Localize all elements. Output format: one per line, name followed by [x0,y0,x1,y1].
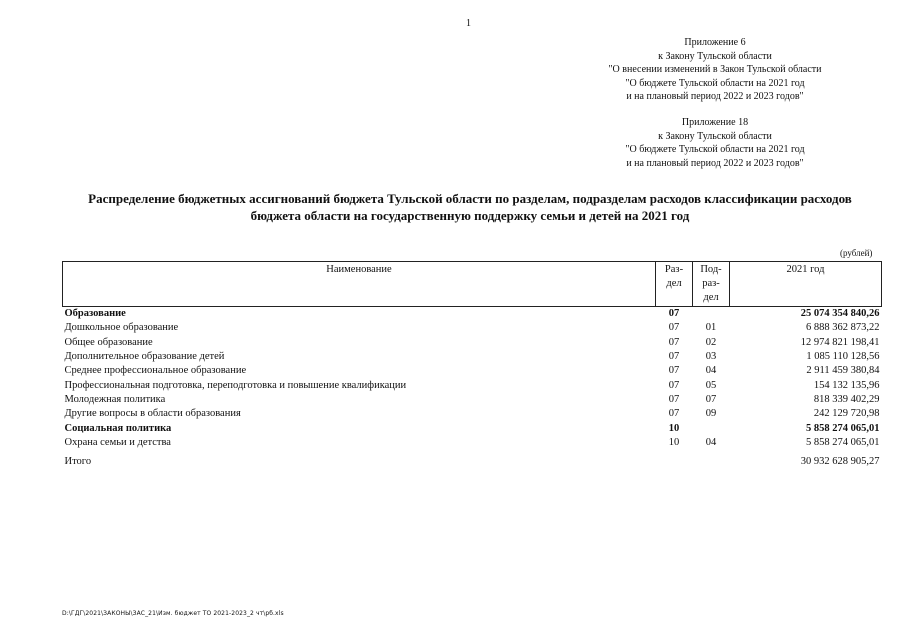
row-subsection: 09 [705,408,717,420]
row-amount: 154 132 135,96 [813,379,880,391]
title-line-2: бюджета области на государственную поддержку семьи и детей на 2021 год [250,208,690,223]
document-title [60,190,880,224]
appendix-line: к Закону Тульской области [658,130,772,142]
row-name: Охрана семьи и детства [64,436,171,448]
row-subsection: 04 [705,436,717,448]
row-name: Дошкольное образование [64,322,179,334]
budget-table [62,261,882,469]
table-row [63,421,882,435]
total-empty-section [656,450,693,469]
table-row [63,350,882,364]
row-amount: 25 074 354 840,26 [800,308,880,320]
table-row [63,407,882,421]
row-name: Среднее профессиональное образование [64,365,247,377]
total-amount: 30 932 628 905,27 [800,456,880,468]
row-section: 07 [668,308,680,320]
row-name: Другие вопросы в области образования [64,408,241,420]
total-row [63,450,882,469]
row-name: Молодежная политика [64,393,166,405]
row-name: Профессиональная подготовка, переподготовка и повышение квалификации [64,379,407,391]
total-empty-subsection [693,450,730,469]
row-subsection [693,307,730,322]
row-amount: 5 858 274 065,01 [806,422,880,434]
total-label: Итого [64,456,92,468]
header-section [656,262,693,307]
appendix-line: "О бюджете Тульской области на 2021 год [625,77,805,89]
table-row [63,436,882,450]
row-name: Общее образование [64,336,153,348]
row-name: Дополнительное образование детей [64,351,225,363]
row-section: 07 [668,336,680,348]
row-amount: 2 911 459 380,84 [806,365,880,377]
row-amount: 6 888 362 873,22 [806,322,880,334]
appendix-line: к Закону Тульской области [658,50,772,62]
appendix-line: "О бюджете Тульской области на 2021 год [625,144,805,155]
row-subsection: 02 [705,336,717,348]
title-line-1: Распределение бюджетных ассигнований бюджета Тульской области по разделам, подразделам расходов классификации расходов [88,191,852,206]
table-row [63,378,882,392]
table-row [63,321,882,335]
header-name: Наименование [63,262,656,307]
row-subsection: 07 [705,393,717,405]
appendix-line: Приложение 18 [681,117,749,128]
row-amount: 242 129 720,98 [813,408,880,420]
file-path: D:\ГДГ\2021\ЗАКОНЫ\ЗАС_21\Изм. бюджет ТО 2021-2023_2 чт\рб.xls [62,610,284,617]
row-subsection: 01 [705,322,717,334]
row-section: 07 [668,351,680,363]
row-section: 07 [668,393,680,405]
row-amount: 12 974 821 198,41 [800,336,880,348]
table-row [63,393,882,407]
header-section-text: Раз- дел [664,264,684,289]
appendix-line: Приложение 6 [684,37,746,48]
row-section: 07 [668,408,680,420]
appendix-6-block [560,36,870,104]
row-subsection: 05 [705,379,717,391]
row-name: Социальная политика [64,422,172,434]
row-subsection: 03 [705,351,717,363]
appendix-line: и на плановый период 2022 и 2023 годов" [626,157,804,169]
row-section: 07 [668,365,680,377]
row-section: 10 [668,436,680,448]
header-subsection [693,262,730,307]
table-row [63,364,882,378]
page-number: 1 [466,18,471,29]
appendix-18-block [560,116,870,170]
row-name: Образование [64,308,126,320]
row-amount: 1 085 110 128,56 [806,351,880,363]
table-row [63,307,882,322]
table-row [63,336,882,350]
row-section: 07 [668,379,680,391]
row-subsection [693,421,730,435]
row-section: 10 [668,422,680,434]
row-amount: 818 339 402,29 [813,393,880,405]
table-header-row [63,262,882,307]
row-amount: 5 858 274 065,01 [806,436,880,448]
appendix-line: "О внесении изменений в Закон Тульской области [608,64,822,75]
row-subsection: 04 [705,365,717,377]
units-label: (рублей) [840,248,873,258]
header-subsection-text: Под- раз- дел [700,264,722,303]
header-amount: 2021 год [730,262,882,307]
row-section: 07 [668,322,680,334]
appendix-line: и на плановый период 2022 и 2023 годов" [626,91,804,102]
